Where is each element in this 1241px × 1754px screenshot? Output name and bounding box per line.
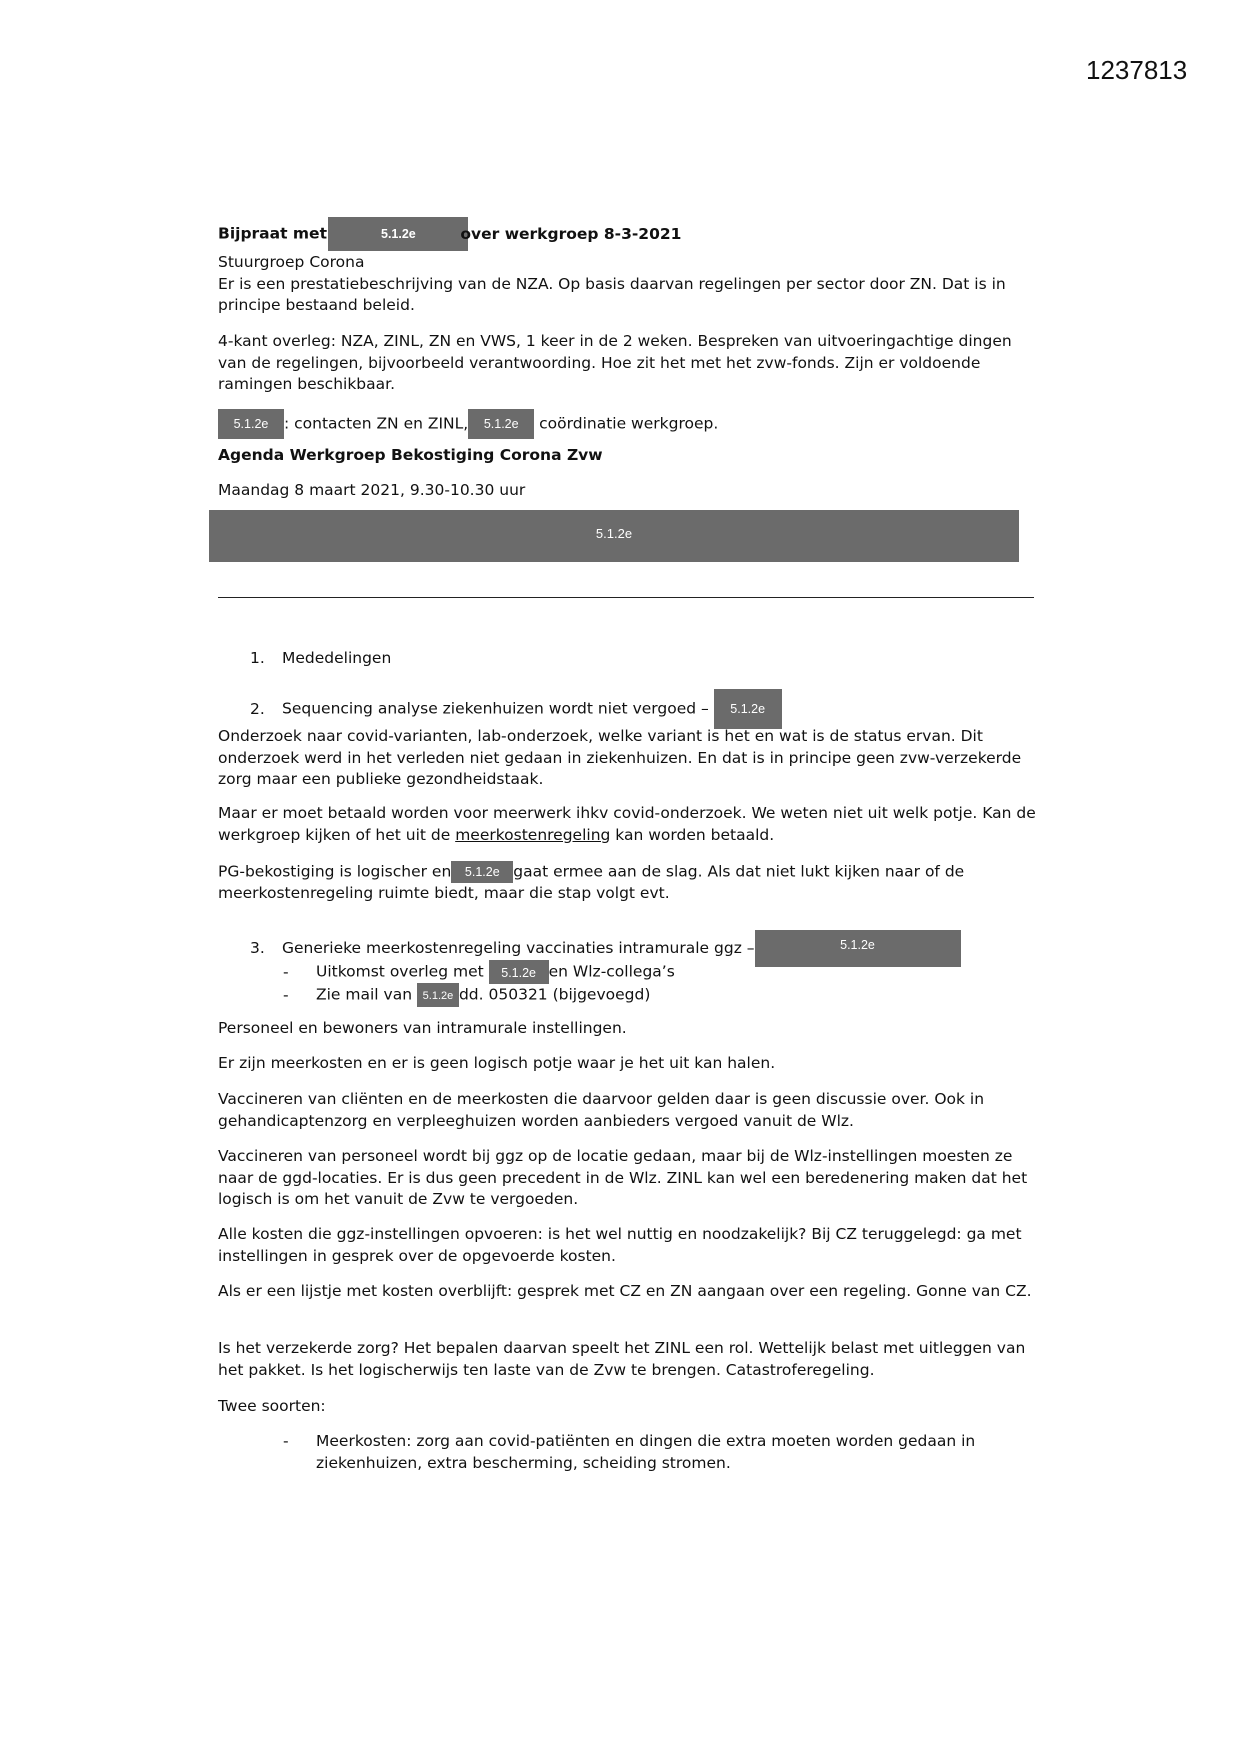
title-post: over werkgroep 8-3-2021 — [460, 224, 682, 243]
paragraph-text: PG-bekostiging is logischer en — [218, 862, 452, 881]
meeting-title — [218, 217, 1038, 251]
redaction-block: 5.1.2e — [209, 510, 1019, 562]
redaction: 5.1.2e — [218, 409, 284, 439]
paragraph: Twee soorten: — [218, 1397, 326, 1415]
paragraph: Vaccineren van personeel wordt bij ggz op de locatie gedaan, maar bij de Wlz-instellingen moesten ze naar de ggd-locaties. Er is dus geen precedent in de Wlz. ZINL kan wel een beredenering maken dat het logisch is om het vanuit de Zvw te vergoeden. — [218, 1147, 1028, 1208]
paragraph — [218, 409, 1038, 439]
paragraph-text: Maar er moet betaald worden voor meerwerk ihkv covid-onderzoek. We weten niet uit welk potje. Kan de werkgroep kijken of het uit de — [218, 804, 1036, 844]
item-text: Generieke meerkostenregeling vaccinaties intramurale ggz – — [282, 939, 755, 957]
bullet-item — [283, 960, 675, 984]
item-number: 2. — [250, 699, 265, 718]
document-number: 1237813 — [1086, 55, 1188, 85]
underlined-term: meerkostenregeling — [455, 825, 611, 844]
paragraph: Personeel en bewoners van intramurale instellingen. — [218, 1019, 627, 1037]
bullet-text: Zie mail van — [316, 985, 413, 1004]
item-number: 3. — [250, 939, 265, 957]
bullet-text: dd. 050321 (bijgevoegd) — [458, 985, 651, 1004]
bullet-text: Uitkomst overleg met — [316, 962, 484, 981]
agenda-item — [250, 689, 782, 729]
item-text: Mededelingen — [282, 649, 392, 667]
item-text: Sequencing analyse ziekenhuizen wordt niet vergoed – — [282, 699, 709, 718]
bullet-dash: - — [283, 985, 289, 1004]
paragraph: Alle kosten die ggz-instellingen opvoeren: is het wel nuttig en noodzakelijk? Bij CZ teruggelegd: ga met instellingen in gesprek over de opgevoerde kosten. — [218, 1225, 1022, 1265]
bullet-item — [283, 1431, 1003, 1474]
paragraph — [218, 252, 1038, 317]
agenda-title: Agenda Werkgroep Bekostiging Corona Zvw — [218, 446, 603, 464]
redaction: 5.1.2e — [755, 930, 961, 967]
paragraph-text: coördinatie werkgroep. — [534, 414, 719, 433]
title-pre: Bijpraat met — [218, 224, 327, 243]
redaction: 5.1.2e — [328, 217, 468, 251]
paragraph-text: : contacten ZN en ZINL, — [284, 414, 469, 433]
paragraph: Er zijn meerkosten en er is geen logisch potje waar je het uit kan halen. — [218, 1054, 776, 1072]
redaction: 5.1.2e — [489, 960, 549, 984]
paragraph-text: kan worden betaald. — [610, 825, 775, 844]
redaction: 5.1.2e — [417, 983, 459, 1007]
redaction: 5.1.2e — [468, 409, 534, 439]
paragraph — [218, 861, 1038, 905]
agenda-item — [250, 648, 391, 670]
paragraph: 4-kant overleg: NZA, ZINL, ZN en VWS, 1 keer in de 2 weken. Bespreken van uitvoeringachtige dingen van de regelingen, bijvoorbeeld verantwoording. Hoe zit het met het zvw-fonds. Zijn er voldoende ramingen beschikbaar. — [218, 332, 1012, 393]
paragraph: Als er een lijstje met kosten overblijft: gesprek met CZ en ZN aangaan over een regeling. Gonne van CZ. — [218, 1282, 1032, 1300]
redaction: 5.1.2e — [714, 689, 782, 729]
bullet-text: Meerkosten: zorg aan covid-patiënten en dingen die extra moeten worden gedaan in ziekenhuizen, extra bescherming, scheiding stromen. — [316, 1432, 976, 1472]
paragraph: Is het verzekerde zorg? Het bepalen daarvan speelt het ZINL een rol. Wettelijk belast met uitleggen van het pakket. Is het logischerwijs ten laste van de Zvw te brengen. Catastroferegeling. — [218, 1339, 1026, 1379]
subheading: Stuurgroep Corona — [218, 253, 365, 271]
paragraph: Onderzoek naar covid-varianten, lab-onderzoek, welke variant is het en wat is de status ervan. Dit onderzoek werd in het verleden niet gedaan in ziekenhuizen. En dat is in principe geen zvw-verzekerde zorg maar een publieke gezondheidstaak. — [218, 727, 1022, 788]
paragraph — [218, 803, 1038, 846]
bullet-dash: - — [283, 1432, 289, 1450]
paragraph: Vaccineren van cliënten en de meerkosten die daarvoor gelden daar is geen discussie over. Ook in gehandicaptenzorg en verpleeghuizen worden aanbieders vergoed vanuit de Wlz. — [218, 1090, 985, 1130]
paragraph-text: Er is een prestatiebeschrijving van de NZA. Op basis daarvan regelingen per sector door ZN. Dat is in principe bestaand beleid. — [218, 274, 1006, 314]
paragraph-text: gaat ermee aan de slag. Als dat niet lukt kijken naar of de meerkostenregeling ruimte biedt, maar die stap volgt evt. — [218, 862, 965, 902]
item-number: 1. — [250, 649, 265, 667]
bullet-dash: - — [283, 962, 289, 981]
agenda-date: Maandag 8 maart 2021, 9.30-10.30 uur — [218, 481, 526, 499]
redaction: 5.1.2e — [451, 861, 513, 883]
bullet-item — [283, 983, 650, 1007]
bullet-text: en Wlz-collega’s — [548, 962, 675, 981]
divider — [218, 597, 1034, 598]
